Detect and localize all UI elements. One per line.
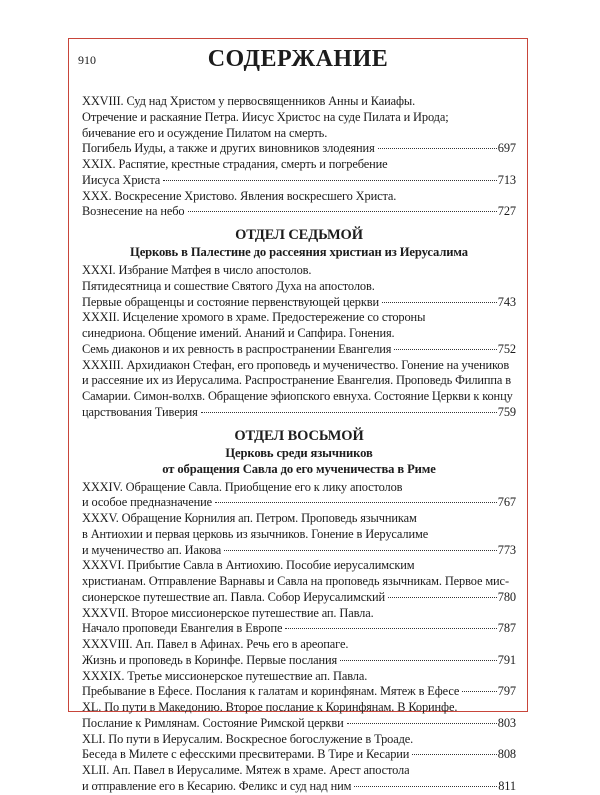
toc-entry-line	[82, 574, 516, 590]
toc-leader-dots	[412, 754, 496, 755]
page-title: СОДЕРЖАНИЕ	[207, 46, 389, 72]
toc-entry-line	[82, 543, 516, 559]
toc-entry-line	[82, 480, 516, 496]
toc-entry-text: XXIX. Распятие, крестные страдания, смерть и погребение	[82, 157, 388, 171]
toc-page-number: 727	[497, 204, 516, 219]
toc-entry-line	[82, 358, 516, 374]
toc-entry-text: Пятидесятница и сошествие Святого Духа на апостолов.	[82, 278, 375, 293]
section-title: ОТДЕЛ СЕДЬМОЙ	[235, 227, 363, 243]
toc-entry-line	[82, 732, 516, 748]
section-subtitle: от обращения Савла до его мученичества в Риме	[162, 461, 436, 476]
toc-page-number: 759	[497, 404, 516, 419]
toc-leader-dots	[347, 723, 497, 724]
toc-leader-dots	[188, 211, 497, 212]
toc-entry-line	[82, 326, 516, 342]
toc-leader-dots	[201, 412, 497, 413]
toc-entry-line	[82, 342, 516, 358]
toc-entry-line	[82, 189, 516, 205]
toc-entry-line	[82, 141, 516, 157]
toc-entry-line	[82, 763, 516, 779]
toc-entry-line	[82, 684, 516, 700]
toc-entry-line	[82, 295, 516, 311]
toc-entry-text: царствования Тиверия	[82, 404, 198, 419]
toc-entry-text: синедриона. Общение имений. Ананий и Сапфира. Гонения.	[82, 326, 395, 340]
toc-entry-line	[82, 621, 516, 637]
toc-entry-line	[82, 590, 516, 606]
toc-leader-dots	[215, 502, 497, 503]
toc-entry-line	[82, 637, 516, 653]
toc-page-number: 713	[497, 172, 516, 187]
toc-entry-line	[82, 389, 516, 405]
toc-entry-text: XXXVII. Второе миссионерское путешествие ап. Павла.	[82, 605, 374, 620]
toc-entry-text: XXXVI. Прибытие Савла в Антиохию. Пособие иерусалимским	[82, 558, 415, 573]
toc-entry-line	[82, 527, 516, 543]
toc-entry-text: XLII. Ап. Павел в Иерусалиме. Мятеж в храме. Арест апостола	[82, 763, 410, 777]
toc-page-number: 797	[497, 684, 516, 699]
toc-page-number: 752	[497, 341, 516, 356]
toc-entry-text: XXXIX. Третье миссионерское путешествие ап. Павла.	[82, 668, 368, 683]
table-of-contents	[82, 94, 516, 795]
toc-entry-text: Начало проповеди Евангелия в Европе	[82, 621, 283, 636]
toc-page-number: 787	[497, 621, 516, 636]
toc-entry-text: XXXI. Избрание Матфея в число апостолов.	[82, 263, 312, 277]
toc-entry-line	[82, 263, 516, 279]
section-subtitle: Церковь среди язычников	[225, 445, 373, 460]
toc-entry-text: сионерское путешествие ап. Павла. Собор Иерусалимский	[82, 589, 386, 604]
toc-page-number: 780	[497, 589, 516, 604]
toc-entry-line	[82, 606, 516, 622]
toc-page-number: 773	[497, 542, 516, 557]
toc-page-number: 808	[497, 747, 516, 762]
toc-entry-text: XXXVIII. Ап. Павел в Афинах. Речь его в ареопаге.	[82, 637, 349, 651]
toc-entry-text: Послание к Римлянам. Состояние Римской церкви	[82, 715, 344, 730]
toc-entry-text: XXX. Воскресение Христово. Явления воскресшего Христа.	[82, 188, 397, 203]
toc-entry-line	[82, 653, 516, 669]
toc-entry-text: Отречение и раскаяние Петра. Иисус Христос на суде Пилата и Ирода;	[82, 109, 449, 124]
toc-entry-line	[82, 700, 516, 716]
toc-entry-line	[82, 495, 516, 511]
toc-leader-dots	[354, 786, 497, 787]
toc-leader-dots	[462, 691, 497, 692]
toc-entry-line	[82, 279, 516, 295]
toc-entry-text: и мученичество ап. Иакова	[82, 542, 222, 557]
toc-page-number: 697	[497, 141, 516, 156]
toc-entry-line	[82, 94, 516, 110]
page-number: 910	[78, 53, 96, 67]
toc-entry-text: в Антиохии и первая церковь из язычников. Гонение в Иерусалиме	[82, 526, 429, 541]
toc-entry-line	[82, 110, 516, 126]
toc-entry-text: Семь диаконов и их ревность в распространении Евангелия	[82, 341, 392, 356]
toc-entry-line	[82, 779, 516, 795]
toc-entry-line	[82, 511, 516, 527]
toc-entry-text: Беседа в Милете с ефесскими пресвитерами. В Тире и Кесарии	[82, 747, 410, 762]
toc-entry-text: Иисуса Христа	[82, 172, 161, 187]
toc-entry-line	[82, 558, 516, 574]
toc-entry-line	[82, 173, 516, 189]
toc-entry-line	[82, 669, 516, 685]
section-title: ОТДЕЛ ВОСЬМОЙ	[234, 427, 364, 444]
toc-entry-line	[82, 157, 516, 173]
toc-page-number: 743	[497, 294, 516, 309]
toc-entry-line	[82, 126, 516, 142]
toc-entry-line	[82, 310, 516, 326]
toc-entry-text: Погибель Иуды, а также и других виновников злодеяния	[82, 141, 375, 156]
toc-leader-dots	[163, 180, 497, 181]
toc-entry-text: XXXV. Обращение Корнилия ап. Петром. Проповедь язычникам	[82, 511, 417, 525]
toc-entry-text: и отправление его в Кесарию. Феликс и суд над ним	[82, 778, 352, 793]
toc-leader-dots	[388, 597, 497, 598]
toc-leader-dots	[224, 550, 497, 551]
section-heading	[82, 421, 516, 477]
toc-entry-text: XXXII. Исцеление хромого в храме. Предостережение со стороны	[82, 310, 426, 325]
toc-entry-text: XXVIII. Суд над Христом у первосвященников Анны и Каиафы.	[82, 94, 416, 108]
toc-leader-dots	[340, 660, 497, 661]
toc-leader-dots	[378, 148, 497, 149]
toc-entry-text: Первые обращенцы и состояние первенствующей церкви	[82, 294, 379, 309]
section-subtitle: Церковь в Палестине до рассеяния христиан из Иерусалима	[130, 245, 468, 259]
toc-entry-text: Вознесение на небо	[82, 204, 185, 219]
toc-page-number: 767	[497, 495, 516, 510]
toc-leader-dots	[285, 628, 496, 629]
toc-entry-line	[82, 373, 516, 389]
toc-page-number: 803	[497, 715, 516, 730]
toc-entry-text: и особое предназначение	[82, 495, 213, 510]
toc-leader-dots	[382, 302, 497, 303]
toc-page-number: 811	[498, 778, 516, 793]
toc-entry-line	[82, 405, 516, 421]
toc-entry-text: Пребывание в Ефесе. Послания к галатам и коринфянам. Мятеж в Ефесе	[82, 684, 460, 699]
toc-entry-line	[82, 716, 516, 732]
section-heading	[82, 220, 516, 260]
toc-entry-text: XXXIII. Архидиакон Стефан, его проповедь и мученичество. Гонение на учеников	[82, 357, 510, 372]
toc-entry-text: XLI. По пути в Иерусалим. Воскресное богослужение в Троаде.	[82, 731, 414, 746]
toc-entry-text: XL. По пути в Македонию. Второе послание к Коринфянам. В Коринфе.	[82, 700, 458, 714]
toc-leader-dots	[394, 349, 496, 350]
toc-entry-text: и рассеяние их из Иерусалима. Распространение Евангелия. Проповедь Филиппа в	[82, 373, 512, 388]
toc-entry-text: христианам. Отправление Варнавы и Савла на проповедь язычникам. Первое мис-	[82, 574, 509, 588]
toc-entry-text: Самарии. Симон-волхв. Обращение эфиопского евнуха. Состояние Церкви к концу	[82, 389, 513, 403]
toc-entry-line	[82, 204, 516, 220]
toc-entry-text: Жизнь и проповедь в Коринфе. Первые послания	[82, 652, 338, 667]
toc-entry-text: XXXIV. Обращение Савла. Приобщение его к лику апостолов	[82, 479, 403, 494]
toc-page-number: 791	[497, 652, 516, 667]
toc-entry-text: бичевание его и осуждение Пилатом на смерть.	[82, 125, 328, 140]
